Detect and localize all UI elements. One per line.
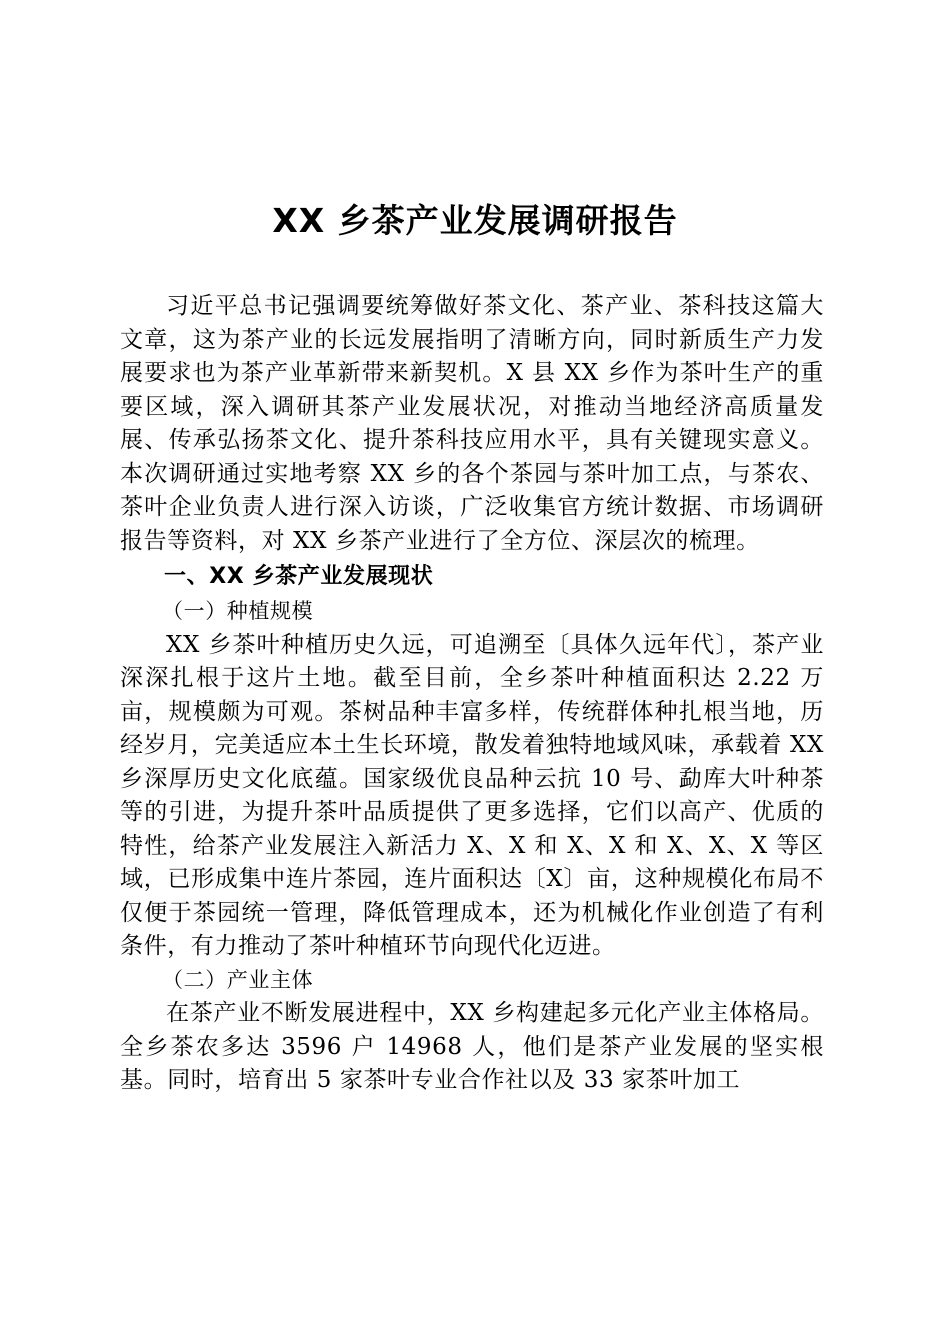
document-title: XX 乡茶产业发展调研报告: [272, 201, 678, 240]
document-body: [120, 290, 824, 1098]
subsection-heading-1: （一）种植规模: [162, 599, 314, 623]
subsection-2-paragraph: 在茶产业不断发展进程中，XX 乡构建起多元化产业主体格局。全乡茶农多达 3596 户 14968 人，他们是茶产业发展的坚实根基。同时，培育出 5 家茶叶专业合作社以及 33 家茶叶加工: [120, 1000, 824, 1093]
subsection-1-paragraph: XX 乡茶叶种植历史久远，可追溯至〔具体久远年代〕，茶产业深深扎根于这片土地。截至目前，全乡茶叶种植面积达 2.22 万亩，规模颇为可观。茶树品种丰富多样，传统群体种扎根当地，历经岁月，完美适应本土生长环境，散发着独特地域风味，承载着 XX 乡深厚历史文化底蕴。国家级优良品种云抗 10 号、勐库大叶种茶等的引进，为提升茶叶品质提供了更多选择，它们以高产、优质的特性，给茶产业发展注入新活力 X、X 和 X、X 和 X、X、X 等区域，已形成集中连片茶园，连片面积达〔X〕亩，这种规模化布局不仅便于茶园统一管理，降低管理成本，还为机械化作业创造了有利条件，有力推动了茶叶种植环节向现代化迈进。: [120, 631, 824, 959]
section-heading-1: 一、XX 乡茶产业发展现状: [164, 564, 434, 589]
subsection-heading-2: （二）产业主体: [162, 967, 314, 992]
intro-paragraph: 习近平总书记强调要统筹做好茶文化、茶产业、茶科技这篇大文章，这为茶产业的长远发展指明了清晰方向，同时新质生产力发展要求也为茶产业革新带来新契机。X 县 XX 乡作为茶叶生产的重要区域，深入调研其茶产业发展状况，对推动当地经济高质量发展、传承弘扬茶文化、提升茶科技应用水平，具有关键现实意义。本次调研通过实地考察 XX 乡的各个茶园与茶叶加工点，与茶农、茶叶企业负责人进行深入访谈，广泛收集官方统计数据、市场调研报告等资料，对 XX 乡茶产业进行了全方位、深层次的梳理。: [120, 293, 824, 554]
